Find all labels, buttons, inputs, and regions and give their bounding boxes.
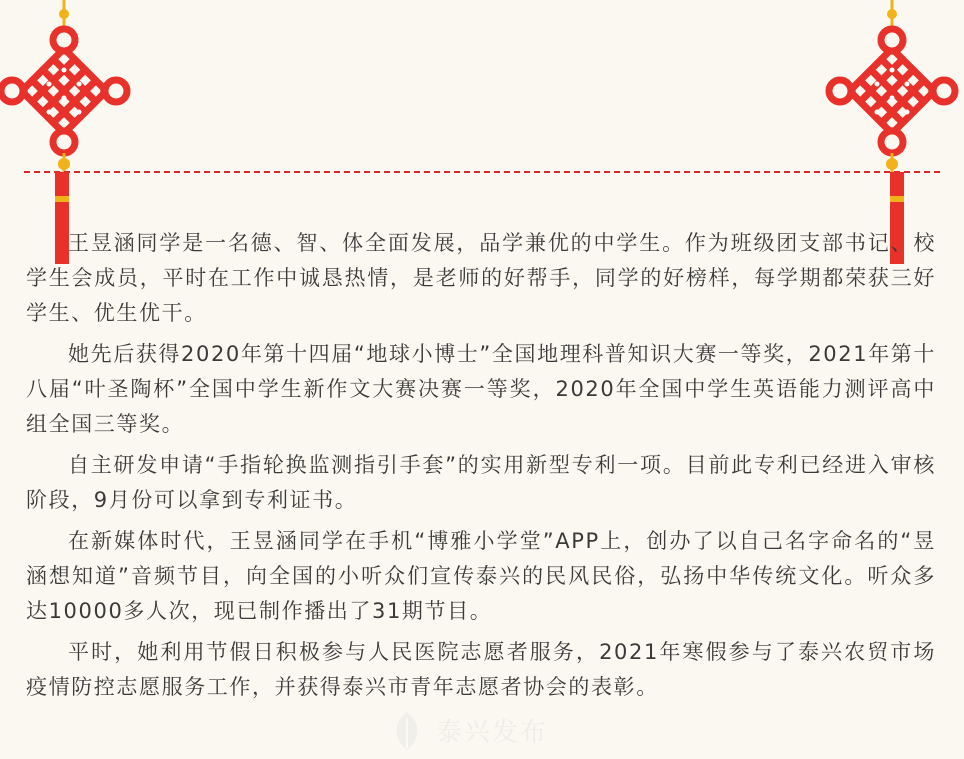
- watermark: [384, 706, 604, 756]
- paragraph: 她先后获得2020年第十四届“地球小博士”全国地理科普知识大赛一等奖，2021年第十八届“叶圣陶杯”全国中学生新作文大赛决赛一等奖，2020年全国中学生英语能力测评高中组全国三等奖。: [26, 342, 936, 436]
- dashed-divider: [24, 171, 940, 173]
- article-body: [26, 226, 936, 711]
- paragraph: 平时，她利用节假日积极参与人民医院志愿者服务，2021年寒假参与了泰兴农贸市场疫情防控志愿服务工作，并获得泰兴市青年志愿者协会的表彰。: [26, 640, 936, 699]
- leaf-logo-icon: [384, 708, 430, 754]
- paragraph: 在新媒体时代，王昱涵同学在手机“博雅小学堂”APP上，创办了以自己名字命名的“昱涵想知道”音频节目，向全国的小听众们宣传泰兴的民风民俗，弘扬中华传统文化。听众多达10000多人次，现已制作播出了31期节目。: [26, 529, 936, 623]
- chinese-knot-icon: [822, 0, 962, 180]
- paragraph: 王昱涵同学是一名德、智、体全面发展，品学兼优的中学生。作为班级团支部书记、校学生会成员，平时在工作中诚恳热情，是老师的好帮手，同学的好榜样，每学期都荣获三好学生、优生优干。: [26, 231, 936, 325]
- paragraph: 自主研发申请“手指轮换监测指引手套”的实用新型专利一项。目前此专利已经进入审核阶段，9月份可以拿到专利证书。: [26, 453, 936, 512]
- chinese-knot-icon: [0, 0, 134, 180]
- watermark-text: 泰兴发布: [436, 718, 549, 748]
